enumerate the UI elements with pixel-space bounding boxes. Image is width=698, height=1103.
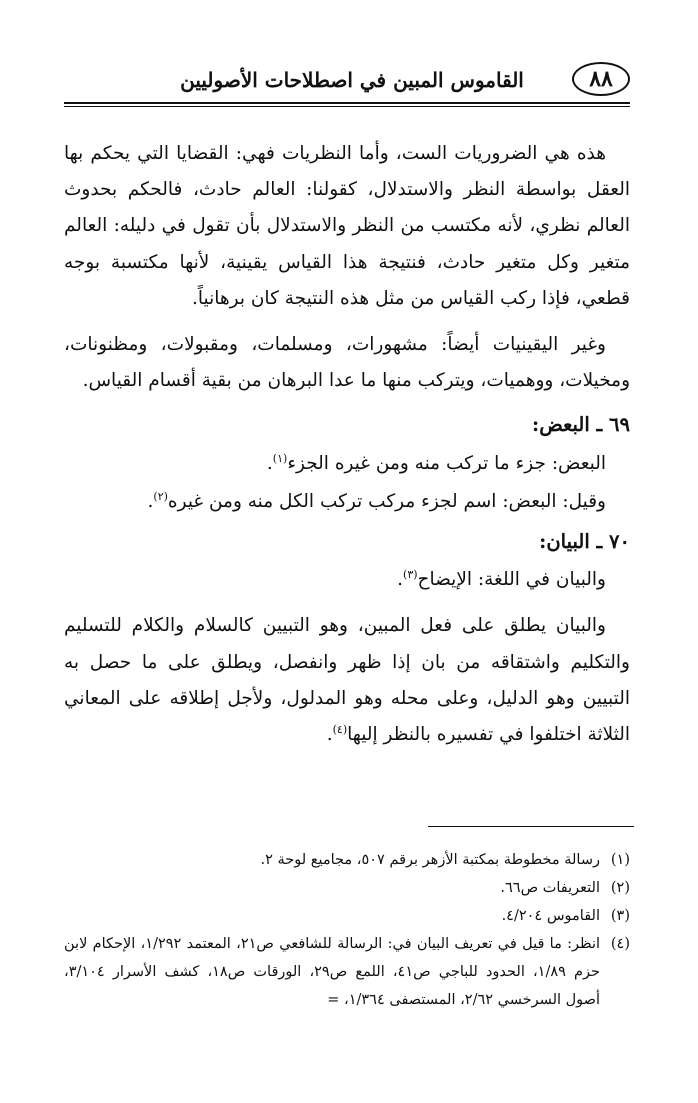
footnote [64, 874, 630, 902]
footnote-text: رسالة مخطوطة بمكتبة الأزهر برقم ٥٠٧، مجاميع لوحة ٢. [260, 852, 600, 868]
footnote [64, 846, 630, 874]
page-number: ٨٨ [572, 62, 630, 96]
running-title: القاموس المبين في اصطلاحات الأصوليين [180, 68, 524, 92]
sentence-end: . [266, 452, 273, 474]
page-header [64, 58, 630, 108]
footnote-text: التعريفات ص٦٦. [500, 880, 600, 896]
definition-text: وقيل: البعض: اسم لجزء مركب تركب الكل منه ومن غيره [167, 490, 606, 512]
intro-paragraph: هذه هي الضروريات الست، وأما النظريات فهي: القضايا التي يحكم بها العقل بواسطة النظر والاستدلال، كقولنا: العالم حادث، فالحكم بحدوث العالم نظري، لأنه مكتسب من النظر والاستدلال بأن تقول في دليله: العالم متغير وكل متغير حادث، فنتيجة هذا القياس يقينية، لأنها مكتسبة بوجه قطعي، فإذا ركب القياس من مثل هذه النتيجة كان برهانياً. [64, 143, 630, 309]
sentence-end: . [326, 724, 333, 746]
section-70-paragraph [64, 608, 630, 753]
section-70-definition-1 [64, 562, 630, 598]
footnote-ref-1: (١) [272, 451, 288, 465]
footnote-number: (٤) [610, 936, 630, 952]
section-69-definition-2 [64, 484, 630, 520]
section-70-heading: ٧٠ ـ البيان: [539, 530, 630, 554]
footnote-number: (١) [610, 852, 630, 868]
definition-text: والبيان في اللغة: الإيضاح [417, 569, 606, 591]
footnote-text: انظر: ما قيل في تعريف البيان في: الرسالة للشافعي ص٢١، المعتمد ١/٢٩٢، الإحكام لابن حزم ١/٨٩، الحدود للباجي ص٤١، اللمع ص٢٩، الورقات ص١٨، كشف الأسرار ٣/١٠٤، أصول السرخسي ٢/٦٢، المستصفى ١/٣٦٤، = [64, 936, 601, 1008]
footnote-number: (٢) [610, 880, 630, 896]
footnote [64, 902, 630, 930]
footnote-ref-4: (٤) [332, 722, 348, 736]
header-rule [64, 102, 630, 104]
footnote-ref-3: (٣) [403, 568, 418, 582]
footnote-number: (٣) [610, 908, 630, 924]
paragraph-text: والبيان يطلق على فعل المبين، وهو التبيين كالسلام والكلام للتسليم والتكليم واشتقاقه من بان إذا ظهر وانفصل، ويطلق على ما حصل به التبيين وهو الدليل، وعلى محله وهو المدلول، ولأجل إطلاقه على المعاني الثلاثة اختلفوا في تفسيره بالنظر إليها [64, 615, 630, 746]
footnotes [64, 846, 630, 1014]
footnote-separator [428, 826, 634, 827]
second-paragraph: وغير اليقينيات أيضاً: مشهورات، ومسلمات، ومقبولات، ومظنونات، ومخيلات، ووهميات، ويتركب منها ما عدا البرهان من بقية أقسام القياس. [64, 334, 630, 392]
footnote-text: القاموس ٤/٢٠٤. [501, 908, 600, 924]
section-69-heading: ٦٩ ـ البعض: [532, 413, 630, 437]
main-text [64, 136, 630, 753]
sentence-end: . [147, 490, 154, 512]
header-rule-thin [64, 106, 630, 107]
section-69-definition-1 [64, 446, 630, 482]
definition-text: البعض: جزء ما تركب منه ومن غيره الجزء [287, 452, 606, 474]
sentence-end: . [397, 569, 404, 591]
footnote-ref-2: (٢) [153, 489, 168, 503]
footnote [64, 930, 630, 1014]
